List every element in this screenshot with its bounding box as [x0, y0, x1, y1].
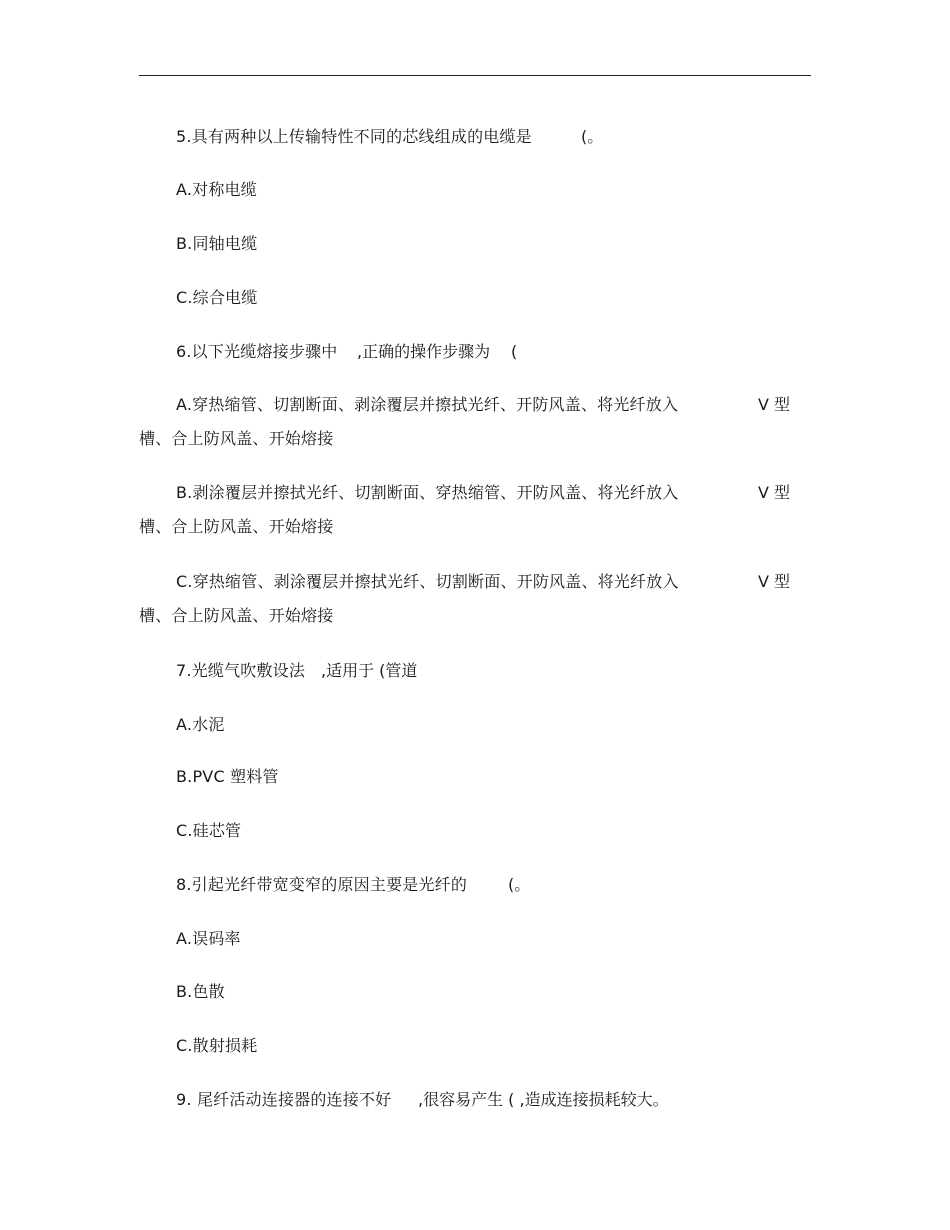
question-6-option-c-tail: V 型: [758, 572, 791, 591]
question-9-stem-tail: ,很容易产生 ( ,造成连接损耗较大。: [418, 1090, 669, 1109]
question-5-stem: [176, 126, 532, 148]
question-6-stem-tail: ,正确的操作步骤为: [357, 342, 491, 361]
question-5-text: 5.具有两种以上传输特性不同的芯线组成的电缆是: [176, 127, 532, 146]
question-8-option-a: A.误码率: [176, 929, 241, 948]
question-6-option-b-line1: B.剥涂覆层并擦拭光纤、切割断面、穿热缩管、开防风盖、将光纤放入: [176, 483, 679, 502]
question-5-option-b: B.同轴电缆: [176, 234, 258, 253]
question-8-option-b: B.色散: [176, 982, 225, 1001]
question-6-stem: 6.以下光缆熔接步骤中: [176, 342, 338, 361]
question-6-option-a-line1: A.穿热缩管、切割断面、剥涂覆层并擦拭光纤、开防风盖、将光纤放入: [176, 395, 679, 414]
header-rule: [139, 75, 811, 76]
question-9-stem: 9. 尾纤活动连接器的连接不好: [176, 1090, 392, 1109]
question-8-option-c: C.散射损耗: [176, 1036, 258, 1055]
question-7-option-c: C.硅芯管: [176, 821, 242, 840]
question-6-option-b-tail: V 型: [758, 483, 791, 502]
question-6-option-c-line1: C.穿热缩管、剥涂覆层并擦拭光纤、切割断面、开防风盖、将光纤放入: [176, 572, 679, 591]
question-8-stem: 8.引起光纤带宽变窄的原因主要是光纤的: [176, 875, 468, 894]
question-6-option-a-tail: V 型: [758, 395, 791, 414]
question-6-blank: (: [511, 342, 518, 361]
question-7-stem-tail: ,适用于 (管道: [321, 661, 418, 680]
question-6-option-a-line2: 槽、合上防风盖、开始熔接: [139, 429, 334, 448]
question-5-blank: (。: [581, 127, 604, 146]
question-6-option-c-line2: 槽、合上防风盖、开始熔接: [139, 606, 334, 625]
question-7-option-b: B.PVC 塑料管: [176, 767, 279, 786]
question-5-option-c: C.综合电缆: [176, 288, 258, 307]
question-7-option-a: A.水泥: [176, 715, 225, 734]
question-5-option-a: A.对称电缆: [176, 180, 257, 199]
question-8-blank: (。: [508, 875, 531, 894]
question-7-stem: 7.光缆气吹敷设法: [176, 661, 306, 680]
question-6-option-b-line2: 槽、合上防风盖、开始熔接: [139, 517, 334, 536]
